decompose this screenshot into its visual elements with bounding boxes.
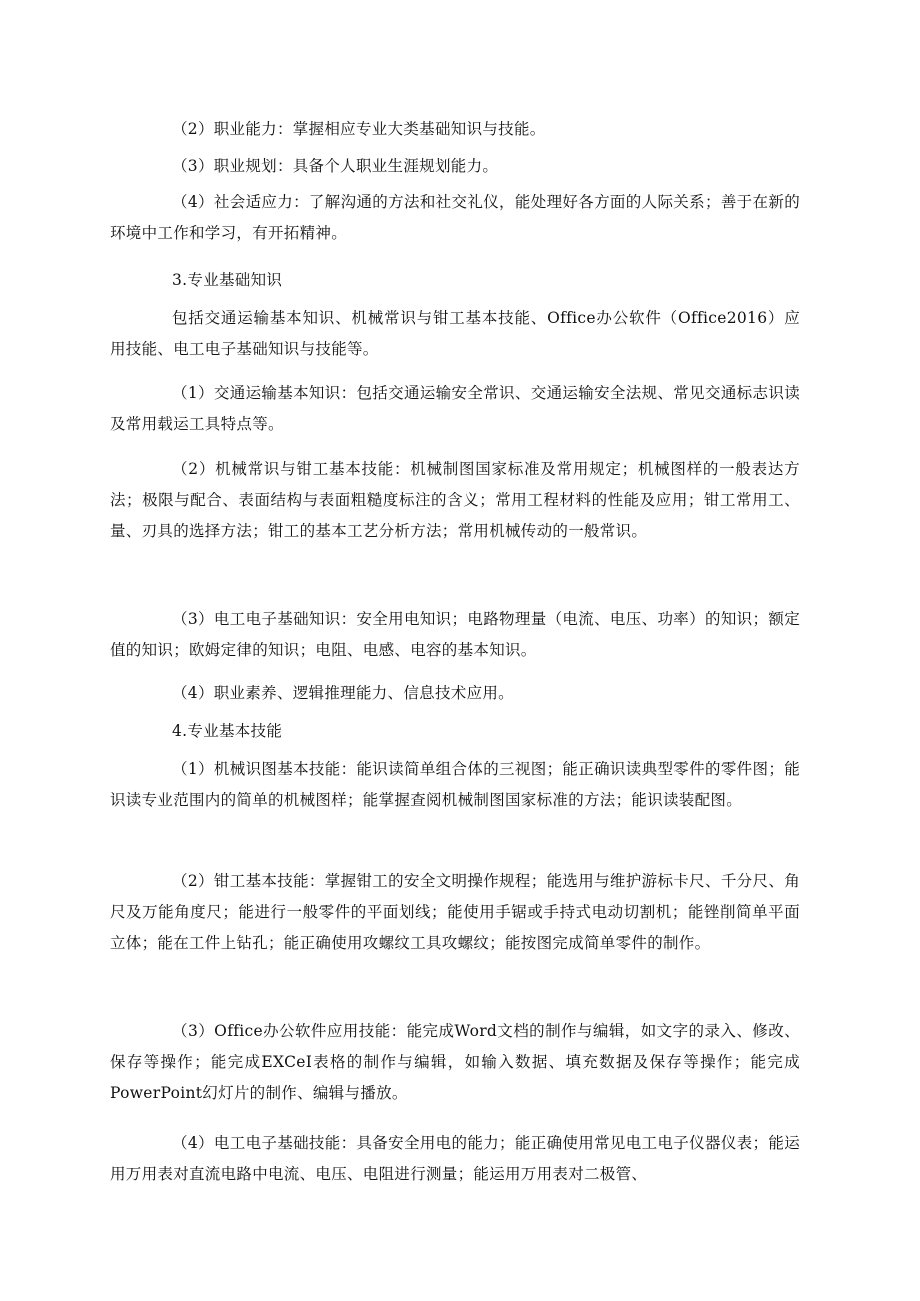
paragraph-social-adaptability: （4）社会适应力：了解沟通的方法和社交礼仪，能处理好各方面的人际关系；善于在新的环境中工作和学习，有开拓精神。 <box>110 193 800 242</box>
paragraph-electrical-skills: （4）电工电子基础技能：具备安全用电的能力；能正确使用常见电工电子仪器仪表；能运用万用表对直流电路中电流、电压、电阻进行测量；能运用万用表对二极管、 <box>110 1134 800 1183</box>
section-heading-basic-skills: 4.专业基本技能 <box>172 722 283 740</box>
paragraph-knowledge-overview: 包括交通运输基本知识、机械常识与钳工基本技能、Office办公软件（Office2016）应用技能、电工电子基础知识与技能等。 <box>110 309 800 358</box>
paragraph-career-planning: （3）职业规划：具备个人职业生涯规划能力。 <box>172 157 499 175</box>
paragraph-office-skills: （3）Office办公软件应用技能：能完成Word文档的制作与编辑，如文字的录入、修改、保存等操作；能完成EXCeI表格的制作与编辑，如输入数据、填充数据及保存等操作；能完成PowerPoint幻灯片的制作、编辑与播放。 <box>110 1022 800 1102</box>
paragraph-professional-literacy: （4）职业素养、逻辑推理能力、信息技术应用。 <box>172 684 514 702</box>
paragraph-drawing-skills: （1）机械识图基本技能：能识读简单组合体的三视图；能正确识读典型零件的零件图；能识读专业范围内的简单的机械图样；能掌握查阅机械制图国家标准的方法；能识读装配图。 <box>110 760 800 809</box>
paragraph-mechanical-knowledge: （2）机械常识与钳工基本技能：机械制图国家标准及常用规定；机械图样的一般表达方法；极限与配合、表面结构与表面粗糙度标注的含义；常用工程材料的性能及应用；钳工常用工、量、刃具的选择方法；钳工的基本工艺分析方法；常用机械传动的一般常识。 <box>110 460 800 540</box>
paragraph-electrical-knowledge: （3）电工电子基础知识：安全用电知识；电路物理量（电流、电压、功率）的知识；额定值的知识；欧姆定律的知识；电阻、电感、电容的基本知识。 <box>110 610 800 659</box>
paragraph-career-ability: （2）职业能力：掌握相应专业大类基础知识与技能。 <box>172 120 546 138</box>
paragraph-transport-knowledge: （1）交通运输基本知识：包括交通运输安全常识、交通运输安全法规、常见交通标志识读及常用载运工具特点等。 <box>110 384 800 433</box>
section-heading-basic-knowledge: 3.专业基础知识 <box>172 271 283 289</box>
paragraph-fitter-skills: （2）钳工基本技能：掌握钳工的安全文明操作规程；能选用与维护游标卡尺、千分尺、角尺及万能角度尺；能进行一般零件的平面划线；能使用手锯或手持式电动切割机；能锉削简单平面立体；能在工件上钻孔；能正确使用攻螺纹工具攻螺纹；能按图完成简单零件的制作。 <box>110 872 800 952</box>
